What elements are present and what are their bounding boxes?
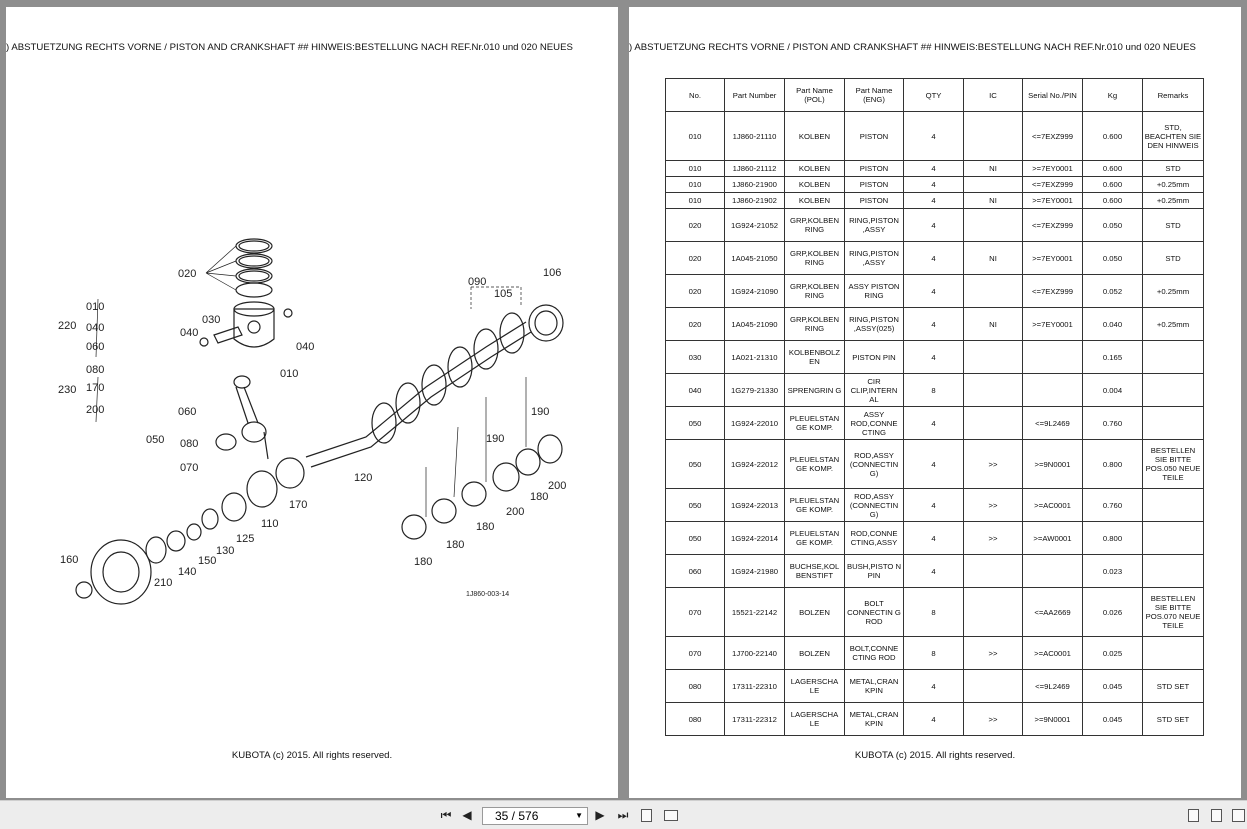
table-cell: 0.023 <box>1083 555 1143 588</box>
table-row <box>666 374 1204 407</box>
table-cell: 8 <box>904 637 964 670</box>
table-cell: >=7EY0001 <box>1023 242 1083 275</box>
table-cell: ROD,ASSY (CONNECTIN G) <box>845 489 904 522</box>
table-cell: 4 <box>904 670 964 703</box>
table-cell: 0.165 <box>1083 341 1143 374</box>
page-footer: KUBOTA (c) 2015. All rights reserved. <box>854 750 1016 761</box>
first-page-button[interactable] <box>437 801 455 829</box>
table-cell: 0.040 <box>1083 308 1143 341</box>
table-cell: STD <box>1143 242 1204 275</box>
table-cell: 1J860-21110 <box>725 112 785 161</box>
page-header: ) ABSTUETZUNG RECHTS VORNE / PISTON AND CRANKSHAFT ## HINWEIS:BESTELLUNG NACH REF.Nr.010 und 020 NEUES <box>629 42 1196 53</box>
table-cell: 030 <box>666 341 725 374</box>
table-cell: >=9N0001 <box>1023 440 1083 489</box>
prev-page-icon: ◀ <box>462 808 472 822</box>
next-page-icon: ▶ <box>595 808 605 822</box>
table-cell: 050 <box>666 489 725 522</box>
diagram-label: 040 <box>180 327 199 339</box>
table-cell: 020 <box>666 242 725 275</box>
table-cell: 080 <box>666 703 725 736</box>
table-cell: KOLBENBOLZ EN <box>785 341 845 374</box>
table-cell <box>964 275 1023 308</box>
last-page-button[interactable] <box>614 801 632 829</box>
table-cell <box>1143 637 1204 670</box>
table-row <box>666 588 1204 637</box>
table-cell <box>964 209 1023 242</box>
table-cell: 4 <box>904 407 964 440</box>
table-cell: <=9L2469 <box>1023 407 1083 440</box>
table-row <box>666 341 1204 374</box>
table-cell <box>1143 374 1204 407</box>
next-page-button[interactable] <box>591 801 609 829</box>
table-cell: +0.25mm <box>1143 308 1204 341</box>
table-cell: 0.025 <box>1083 637 1143 670</box>
table-cell <box>964 374 1023 407</box>
table-cell: PISTON <box>845 193 904 209</box>
diagram-label: 190 <box>531 406 550 418</box>
table-cell: 020 <box>666 275 725 308</box>
left-page <box>6 7 618 798</box>
table-cell: KOLBEN <box>785 193 845 209</box>
diagram-label: 060 <box>178 406 197 418</box>
table-cell: 1J860-21900 <box>725 177 785 193</box>
table-row <box>666 242 1204 275</box>
page-footer: KUBOTA (c) 2015. All rights reserved. <box>231 750 393 761</box>
table-cell: LAGERSCHA LE <box>785 703 845 736</box>
table-cell: KOLBEN <box>785 161 845 177</box>
page-number-field[interactable] <box>482 807 588 825</box>
table-cell: BOLZEN <box>785 637 845 670</box>
table-cell: PLEUELSTAN GE KOMP. <box>785 440 845 489</box>
table-cell: 1A045-21090 <box>725 308 785 341</box>
table-cell: >> <box>964 522 1023 555</box>
exploded-parts-diagram <box>6 227 618 627</box>
table-cell: STD <box>1143 209 1204 242</box>
diagram-label: 180 <box>414 556 433 568</box>
table-cell: 4 <box>904 242 964 275</box>
table-cell: 0.800 <box>1083 440 1143 489</box>
table-cell: <=AA2669 <box>1023 588 1083 637</box>
diagram-label: 125 <box>236 533 255 545</box>
col-header-part-number: Part Number <box>725 79 785 112</box>
table-cell: 010 <box>666 177 725 193</box>
table-cell: RING,PISTON ,ASSY(025) <box>845 308 904 341</box>
table-cell: 0.800 <box>1083 522 1143 555</box>
table-cell: >=AC0001 <box>1023 637 1083 670</box>
table-cell: 4 <box>904 209 964 242</box>
table-cell: >=7EY0001 <box>1023 308 1083 341</box>
table-cell: 050 <box>666 440 725 489</box>
first-page-icon: ⏮ <box>440 808 452 822</box>
table-cell: 1J700-22140 <box>725 637 785 670</box>
table-cell: 8 <box>904 374 964 407</box>
table-cell <box>1143 341 1204 374</box>
table-cell: >> <box>964 489 1023 522</box>
table-cell: +0.25mm <box>1143 275 1204 308</box>
table-cell: >> <box>964 440 1023 489</box>
table-cell: RING,PISTON ,ASSY <box>845 242 904 275</box>
table-cell: 17311-22310 <box>725 670 785 703</box>
table-cell: 1G924-21980 <box>725 555 785 588</box>
table-cell: ASSY ROD,CONNE CTING <box>845 407 904 440</box>
table-row <box>666 308 1204 341</box>
table-cell: 0.600 <box>1083 193 1143 209</box>
diagram-ref-code: 1J860-003-14 <box>466 591 510 598</box>
table-cell: <=7EXZ999 <box>1023 209 1083 242</box>
table-cell: 070 <box>666 588 725 637</box>
table-cell: 0.600 <box>1083 112 1143 161</box>
table-row <box>666 275 1204 308</box>
diagram-label: 180 <box>476 521 495 533</box>
table-cell: 0.052 <box>1083 275 1143 308</box>
diagram-label: 120 <box>354 472 373 484</box>
table-cell: BESTELLEN SIE BITTE POS.070 NEUE TEILE <box>1143 588 1204 637</box>
table-cell: RING,PISTON ,ASSY <box>845 209 904 242</box>
table-cell: 15521-22142 <box>725 588 785 637</box>
right-page <box>629 7 1241 798</box>
table-cell: 4 <box>904 177 964 193</box>
table-cell: NI <box>964 308 1023 341</box>
col-header-remarks: Remarks <box>1143 79 1204 112</box>
table-cell: +0.25mm <box>1143 177 1204 193</box>
diagram-label: 200 <box>506 506 525 518</box>
diagram-label: 030 <box>202 314 221 326</box>
table-row <box>666 440 1204 489</box>
table-cell: GRP,KOLBEN RING <box>785 275 845 308</box>
table-cell <box>1023 341 1083 374</box>
diagram-label: 180 <box>446 539 465 551</box>
diagram-label: 070 <box>180 462 199 474</box>
table-cell: 0.600 <box>1083 177 1143 193</box>
table-row <box>666 193 1204 209</box>
table-cell: 070 <box>666 637 725 670</box>
diagram-label: 110 <box>261 518 279 530</box>
table-cell: 010 <box>666 193 725 209</box>
table-cell: GRP,KOLBEN RING <box>785 308 845 341</box>
table-cell: ASSY PISTON RING <box>845 275 904 308</box>
table-cell <box>1143 489 1204 522</box>
diagram-label: 130 <box>216 545 235 557</box>
diagram-label: 105 <box>494 288 513 300</box>
table-cell <box>964 407 1023 440</box>
last-page-icon: ⏭ <box>617 808 629 822</box>
table-row <box>666 177 1204 193</box>
table-cell: 0.004 <box>1083 374 1143 407</box>
diagram-label: 190 <box>486 433 505 445</box>
table-cell: 1G924-22014 <box>725 522 785 555</box>
prev-page-button[interactable] <box>458 801 476 829</box>
table-cell: 1G924-22010 <box>725 407 785 440</box>
diagram-label: 150 <box>198 555 217 567</box>
table-cell: <=7EXZ999 <box>1023 275 1083 308</box>
table-row <box>666 670 1204 703</box>
table-cell: 1A021-21310 <box>725 341 785 374</box>
table-cell: SPRENGRIN G <box>785 374 845 407</box>
table-cell: 17311-22312 <box>725 703 785 736</box>
table-cell: ROD,ASSY (CONNECTIN G) <box>845 440 904 489</box>
table-cell: 050 <box>666 522 725 555</box>
page-header: ) ABSTUETZUNG RECHTS VORNE / PISTON AND CRANKSHAFT ## HINWEIS:BESTELLUNG NACH REF.Nr.010 und 020 NEUES <box>6 42 573 53</box>
table-cell: +0.25mm <box>1143 193 1204 209</box>
table-cell: 4 <box>904 440 964 489</box>
continuous-view-icon[interactable] <box>1211 809 1222 822</box>
table-cell <box>964 341 1023 374</box>
table-cell: LAGERSCHA LE <box>785 670 845 703</box>
table-cell <box>1143 555 1204 588</box>
table-cell: 4 <box>904 193 964 209</box>
diagram-label: 170 <box>289 499 308 511</box>
table-cell: 0.045 <box>1083 670 1143 703</box>
table-cell: GRP,KOLBEN RING <box>785 242 845 275</box>
table-cell: 1G924-21052 <box>725 209 785 242</box>
diagram-label: 010 <box>280 368 299 380</box>
table-cell: 1J860-21902 <box>725 193 785 209</box>
table-cell: METAL,CRAN KPIN <box>845 670 904 703</box>
table-row <box>666 407 1204 440</box>
table-cell: 4 <box>904 341 964 374</box>
diagram-label: 160 <box>60 554 79 566</box>
col-header-name-eng: Part Name (ENG) <box>845 79 904 112</box>
col-header-no: No. <box>666 79 725 112</box>
diagram-label: 050 <box>146 434 165 446</box>
table-cell: <=7EXZ999 <box>1023 177 1083 193</box>
diagram-label: 020 <box>178 268 197 280</box>
table-cell <box>1143 407 1204 440</box>
diagram-label: 220 <box>58 320 77 332</box>
table-cell: 0.050 <box>1083 242 1143 275</box>
table-cell: BOLT CONNECTIN G ROD <box>845 588 904 637</box>
table-cell: 4 <box>904 308 964 341</box>
table-cell: >=AC0001 <box>1023 489 1083 522</box>
table-cell: PLEUELSTAN GE KOMP. <box>785 522 845 555</box>
table-header-row <box>666 79 1204 112</box>
table-cell: BESTELLEN SIE BITTE POS.050 NEUE TEILE <box>1143 440 1204 489</box>
table-cell: 4 <box>904 703 964 736</box>
table-cell: PISTON PIN <box>845 341 904 374</box>
table-cell: CIR CLIP,INTERN AL <box>845 374 904 407</box>
table-cell: >> <box>964 703 1023 736</box>
table-cell: PISTON <box>845 177 904 193</box>
table-cell: 1G924-22013 <box>725 489 785 522</box>
table-row <box>666 161 1204 177</box>
diagram-label: 140 <box>178 566 197 578</box>
table-cell: BUSH,PISTO N PIN <box>845 555 904 588</box>
table-cell: 020 <box>666 209 725 242</box>
table-cell: 020 <box>666 308 725 341</box>
table-cell: 0.600 <box>1083 161 1143 177</box>
diagram-label: 010 <box>86 301 105 313</box>
col-header-serial: Serial No./PIN <box>1023 79 1083 112</box>
diagram-label: 230 <box>58 384 77 396</box>
table-cell: <=7EXZ999 <box>1023 112 1083 161</box>
table-cell: 0.760 <box>1083 489 1143 522</box>
table-cell: >=7EY0001 <box>1023 193 1083 209</box>
fit-page-icon[interactable] <box>664 810 678 821</box>
table-cell: 1A045-21050 <box>725 242 785 275</box>
table-cell: >=9N0001 <box>1023 703 1083 736</box>
table-cell: 040 <box>666 374 725 407</box>
table-cell: NI <box>964 193 1023 209</box>
diagram-label: 106 <box>543 267 562 279</box>
diagram-label: 080 <box>86 364 105 376</box>
table-cell <box>964 670 1023 703</box>
table-cell: METAL,CRAN KPIN <box>845 703 904 736</box>
diagram-label: 170 <box>86 382 105 394</box>
table-cell: KOLBEN <box>785 177 845 193</box>
table-cell: 0.026 <box>1083 588 1143 637</box>
table-row <box>666 112 1204 161</box>
table-row <box>666 489 1204 522</box>
table-cell <box>1023 555 1083 588</box>
table-cell: 4 <box>904 112 964 161</box>
col-header-ic: IC <box>964 79 1023 112</box>
chevron-down-icon[interactable]: ▼ <box>575 811 583 820</box>
diagram-label: 210 <box>154 577 173 589</box>
table-cell <box>1143 522 1204 555</box>
col-header-qty: QTY <box>904 79 964 112</box>
table-cell: KOLBEN <box>785 112 845 161</box>
table-cell: 010 <box>666 112 725 161</box>
table-cell: STD <box>1143 161 1204 177</box>
table-cell: <=9L2469 <box>1023 670 1083 703</box>
table-cell: 010 <box>666 161 725 177</box>
table-cell: STD, BEACHTEN SIE DEN HINWEIS <box>1143 112 1204 161</box>
table-cell: GRP,KOLBEN RING <box>785 209 845 242</box>
table-cell: 4 <box>904 555 964 588</box>
table-row <box>666 209 1204 242</box>
table-cell: PLEUELSTAN GE KOMP. <box>785 489 845 522</box>
table-cell: NI <box>964 242 1023 275</box>
table-cell: 0.050 <box>1083 209 1143 242</box>
page-indicator: 35 / 576 <box>495 809 539 823</box>
diagram-label: 060 <box>86 341 105 353</box>
table-cell: 1G279-21330 <box>725 374 785 407</box>
rotate-view-icon[interactable] <box>641 809 652 822</box>
table-cell: PISTON <box>845 161 904 177</box>
table-cell: BUCHSE,KOL BENSTIFT <box>785 555 845 588</box>
table-cell: 4 <box>904 161 964 177</box>
parts-table <box>665 78 1204 736</box>
col-header-name-pol: Part Name (POL) <box>785 79 845 112</box>
table-cell <box>964 112 1023 161</box>
table-cell: BOLZEN <box>785 588 845 637</box>
two-page-view-icon[interactable] <box>1232 809 1245 822</box>
table-row <box>666 522 1204 555</box>
table-cell: 1G924-22012 <box>725 440 785 489</box>
table-cell: 4 <box>904 275 964 308</box>
table-cell: >> <box>964 637 1023 670</box>
table-row <box>666 637 1204 670</box>
diagram-label: 180 <box>530 491 549 503</box>
col-header-kg: Kg <box>1083 79 1143 112</box>
table-cell: >=AW0001 <box>1023 522 1083 555</box>
diagram-label: 040 <box>296 341 315 353</box>
table-row <box>666 555 1204 588</box>
table-cell: 0.760 <box>1083 407 1143 440</box>
single-page-view-icon[interactable] <box>1188 809 1199 822</box>
table-cell: STD SET <box>1143 670 1204 703</box>
diagram-label: 040 <box>86 322 105 334</box>
table-cell: 060 <box>666 555 725 588</box>
table-cell: NI <box>964 161 1023 177</box>
table-cell <box>964 177 1023 193</box>
table-cell: 1J860-21112 <box>725 161 785 177</box>
viewer-toolbar <box>0 800 1247 829</box>
diagram-label: 200 <box>548 480 567 492</box>
table-cell <box>964 555 1023 588</box>
diagram-label: 080 <box>180 438 199 450</box>
table-cell: 8 <box>904 588 964 637</box>
table-cell <box>964 588 1023 637</box>
table-cell: 1G924-21090 <box>725 275 785 308</box>
table-cell: 0.045 <box>1083 703 1143 736</box>
table-cell: 4 <box>904 522 964 555</box>
table-cell: >=7EY0001 <box>1023 161 1083 177</box>
table-cell: PLEUELSTAN GE KOMP. <box>785 407 845 440</box>
table-cell: ROD,CONNE CTING,ASSY <box>845 522 904 555</box>
table-cell: STD SET <box>1143 703 1204 736</box>
table-cell: 080 <box>666 670 725 703</box>
table-cell: PISTON <box>845 112 904 161</box>
diagram-label: 090 <box>468 276 487 288</box>
table-row <box>666 703 1204 736</box>
table-cell: 050 <box>666 407 725 440</box>
diagram-label: 200 <box>86 404 105 416</box>
table-cell: BOLT,CONNE CTING ROD <box>845 637 904 670</box>
table-cell: 4 <box>904 489 964 522</box>
table-cell <box>1023 374 1083 407</box>
